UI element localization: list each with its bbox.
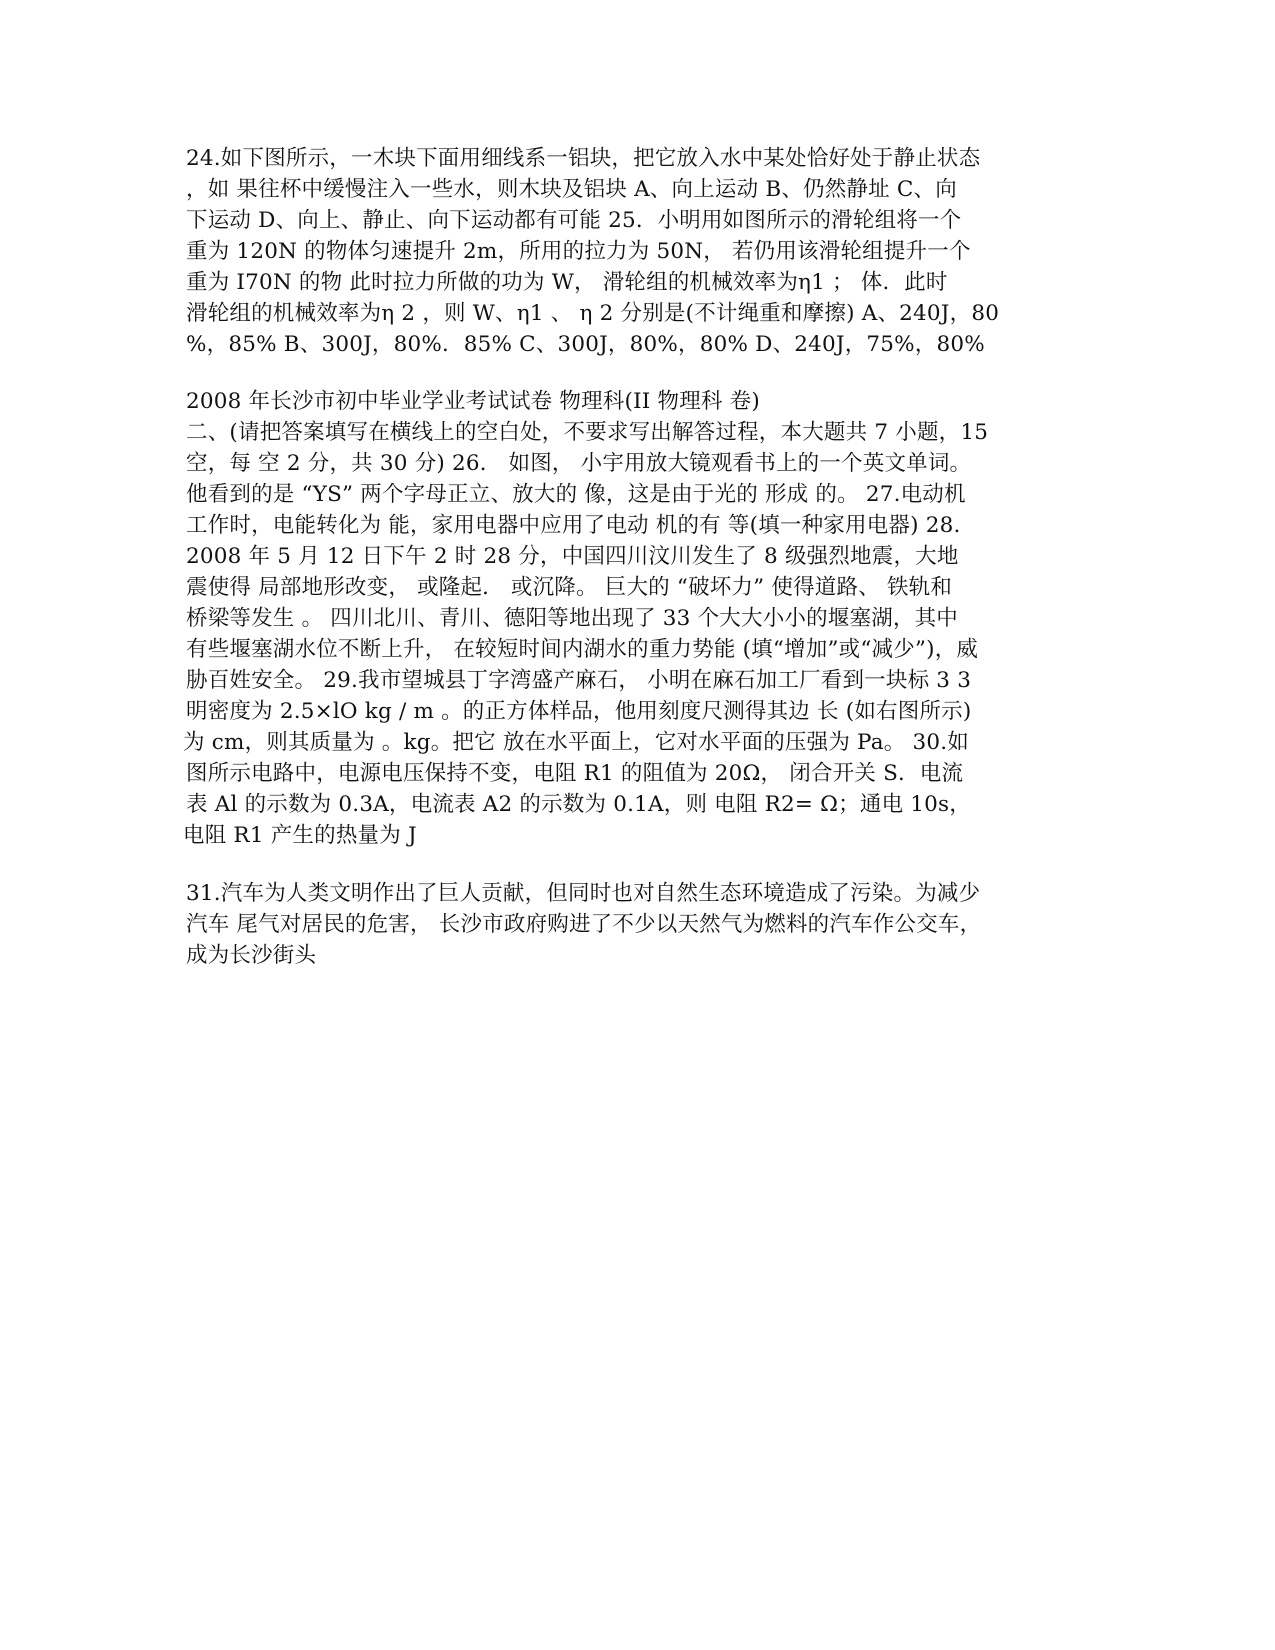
text-line: 有些堰塞湖水位不断上升， 在较短时间内湖水的重力势能 (填“增加”或“减少”)，威 [186,637,979,662]
text-line: %，85% B、300J，80%．85% C、300J，80%，80% D、240J，75%，80% [186,332,985,357]
text-line: 震使得 局部地形改变， 或隆起． 或沉降。 巨大的 “破坏力” 使得道路、 铁轨和 [186,575,953,600]
text-line: 桥梁等发生 。 四川北川、青川、德阳等地出现了 33 个大大小小的堰塞湖，其中 [186,606,958,631]
text-line: 工作时，电能转化为 能，家用电器中应用了电动 机的有 等(填一种家用电器) 28. [186,513,961,538]
text-line: 31.汽车为人类文明作出了巨人贡献，但同时也对自然生态环境造成了污染。为减少 [186,881,981,906]
text-line: ，如 果往杯中缓慢注入一些水，则木块及铝块 A、向上运动 B、仍然静址 C、向 [186,177,957,202]
text-line: 2008 年 5 月 12 日下午 2 时 28 分，中国四川汶川发生了 8 级强烈地震，大地 [186,544,959,569]
text-line: 重为 I70N 的物 此时拉力所做的功为 W， 滑轮组的机械效率为η1 ； 体．此时 [186,270,948,295]
text-line: 二、(请把答案填写在横线上的空白处，不要求写出解答过程，本大题共 7 小题，15 [186,420,989,445]
text-line: 重为 120N 的物体匀速提升 2m，所用的拉力为 50N， 若仍用该滑轮组提升一个 [186,239,971,264]
text-line: 滑轮组的机械效率为η 2 ，则 W、η1 、 η 2 分别是(不计绳重和摩擦) A、240J，80 [186,301,1000,326]
text-line: 明密度为 2.5×lO kg / m 。的正方体样品，他用刻度尺测得其边 长 (如右图所示) [186,699,972,724]
text-line: 空，每 空 2 分，共 30 分) 26． 如图， 小宇用放大镜观看书上的一个英文单词。 [186,451,972,476]
text-line: 表 Al 的示数为 0.3A，电流表 A2 的示数为 0.1A，则 电阻 R2= Ω；通电 10s， [186,792,971,817]
text-line: 24.如下图所示，一木块下面用细线系一铝块，把它放入水中某处恰好处于静止状态 [186,146,981,171]
text-line: 汽车 尾气对居民的危害， 长沙市政府购进了不少以天然气为燃料的汽车作公交车， [186,912,982,937]
text-line: 为 cm，则其质量为 。kg。把它 放在水平面上，它对水平面的压强为 Pa。 30.如 [183,730,970,755]
text-line: 图所示电路中，电源电压保持不变，电阻 R1 的阻值为 20Ω， 闭合开关 S．电流 [186,761,964,786]
text-line: 胁百姓安全。 29.我市望城县丁字湾盛产麻石， 小明在麻石加工厂看到一块标 3 3 [186,668,972,693]
text-line: 电阻 R1 产生的热量为 J [183,823,417,848]
text-line: 他看到的是 “YS” 两个字母正立、放大的 像，这是由于光的 形成 的。 27.电动机 [186,482,966,507]
text-line: 成为长沙街头 [186,943,317,968]
section-heading: 2008 年长沙市初中毕业学业考试试卷 物理科(II 物理科 卷) [186,389,760,414]
text-line: 下运动 D、向上、静止、向下运动都有可能 25．小明用如图所示的滑轮组将一个 [186,208,962,233]
